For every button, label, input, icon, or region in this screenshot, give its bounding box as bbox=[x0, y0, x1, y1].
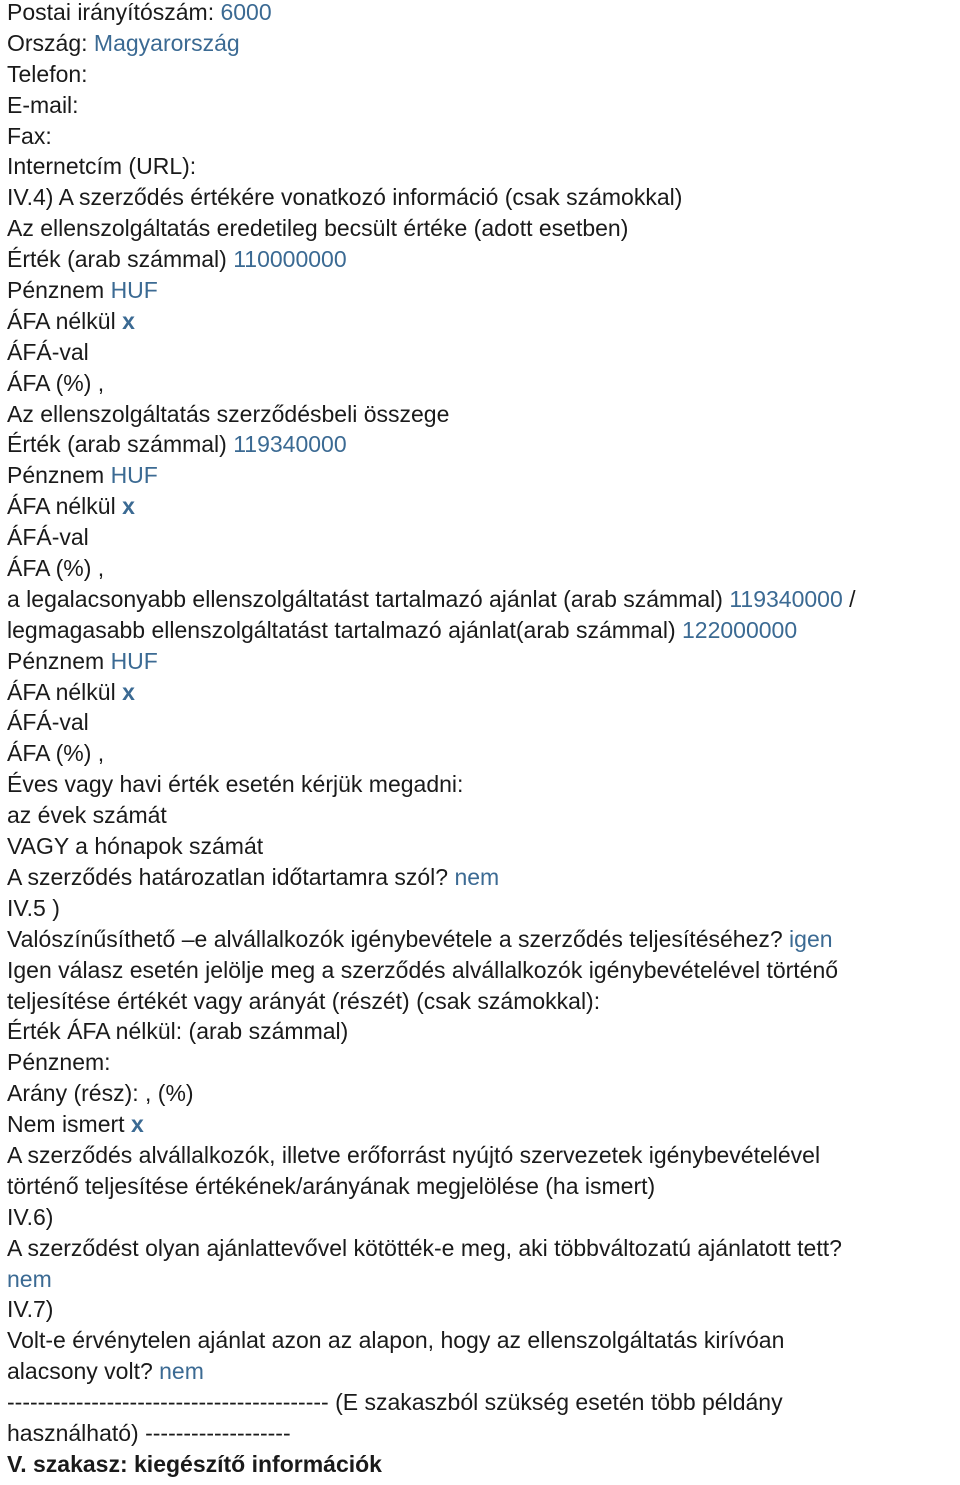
line-label: ÁFÁ-val bbox=[7, 338, 89, 365]
line-label: Az ellenszolgáltatás szerződésbeli összege bbox=[7, 400, 450, 427]
document-line bbox=[7, 862, 960, 893]
document-line bbox=[7, 615, 960, 646]
document-line bbox=[7, 1109, 960, 1140]
document-line bbox=[7, 90, 960, 121]
line-label: Igen válasz esetén jelölje meg a szerződés alvállalkozók igénybevételével történő bbox=[7, 956, 839, 983]
document-line bbox=[7, 429, 960, 460]
document-line bbox=[7, 213, 960, 244]
document-line bbox=[7, 553, 960, 584]
line-value: 119340000 bbox=[233, 431, 347, 458]
document-line bbox=[7, 306, 960, 337]
line-label: ÁFA nélkül bbox=[7, 307, 123, 334]
document-line bbox=[7, 769, 960, 800]
document-line bbox=[7, 151, 960, 182]
document-line bbox=[7, 646, 960, 677]
line-label: a legalacsonyabb ellenszolgáltatást tartalmazó ajánlat (arab számmal) bbox=[7, 585, 730, 612]
document-line bbox=[7, 244, 960, 275]
document-line bbox=[7, 1202, 960, 1233]
line-value: 6000 bbox=[220, 0, 272, 25]
document-line bbox=[7, 986, 960, 1017]
document-line bbox=[7, 893, 960, 924]
line-label: Internetcím (URL): bbox=[7, 153, 197, 180]
document-line bbox=[7, 924, 960, 955]
document-line bbox=[7, 707, 960, 738]
line-label: történő teljesítése értékének/arányának megjelölése (ha ismert) bbox=[7, 1172, 656, 1199]
document-line bbox=[7, 1016, 960, 1047]
line-label: Pénznem bbox=[7, 462, 111, 489]
line-label: Ország: bbox=[7, 29, 94, 56]
document-line bbox=[7, 800, 960, 831]
line-label: Pénznem: bbox=[7, 1049, 111, 1076]
document-line bbox=[7, 1325, 960, 1356]
line-label: A szerződést olyan ajánlattevővel kötötték-e meg, aki többváltozatú ajánlatott tett? bbox=[7, 1234, 842, 1261]
line-value: 119340000 bbox=[729, 585, 843, 612]
line-label: alacsony volt? bbox=[7, 1358, 160, 1385]
line-label: legmagasabb ellenszolgáltatást tartalmazó ajánlat(arab számmal) bbox=[7, 616, 683, 643]
line-label: Érték (arab számmal) bbox=[7, 246, 234, 273]
line-label: Valószínűsíthető –e alvállalkozók igénybevétele a szerződés teljesítéséhez? bbox=[7, 925, 790, 952]
line-label: Érték ÁFA nélkül: (arab számmal) bbox=[7, 1018, 349, 1045]
document-line bbox=[7, 1356, 960, 1387]
document-line bbox=[7, 368, 960, 399]
line-value: Magyarország bbox=[93, 29, 240, 56]
line-label: Az ellenszolgáltatás eredetileg becsült értéke (adott esetben) bbox=[7, 215, 629, 242]
document-line bbox=[7, 337, 960, 368]
document-line bbox=[7, 59, 960, 90]
line-label: Éves vagy havi érték esetén kérjük megadni: bbox=[7, 771, 464, 798]
line-label: ÁFA nélkül bbox=[7, 493, 123, 520]
document-line bbox=[7, 955, 960, 986]
line-label: VAGY a hónapok számát bbox=[7, 833, 264, 860]
document-line bbox=[7, 1387, 960, 1418]
line-label: az évek számát bbox=[7, 802, 167, 829]
line-label: ------------------------------------------ (E szakaszból szükség esetén több példány bbox=[7, 1389, 783, 1416]
line-label: teljesítése értékét vagy arányát (részét) (csak számokkal): bbox=[7, 987, 601, 1014]
document-line bbox=[7, 738, 960, 769]
line-value: HUF bbox=[110, 277, 158, 304]
line-label: V. szakasz: kiegészítő információk bbox=[7, 1450, 382, 1477]
line-label: ÁFA (%) , bbox=[7, 369, 105, 396]
document-line bbox=[7, 584, 960, 615]
document-line bbox=[7, 275, 960, 306]
line-label: Volt-e érvénytelen ajánlat azon az alapon, hogy az ellenszolgáltatás kirívóan bbox=[7, 1327, 785, 1354]
checkmark-x: x bbox=[122, 678, 135, 705]
line-label: használható) ------------------- bbox=[7, 1419, 291, 1446]
document-line bbox=[7, 1233, 960, 1264]
line-value: HUF bbox=[110, 647, 158, 674]
line-label: Pénznem bbox=[7, 647, 111, 674]
document-line bbox=[7, 399, 960, 430]
document-line bbox=[7, 1047, 960, 1078]
document-line bbox=[7, 121, 960, 152]
document-line bbox=[7, 1171, 960, 1202]
line-label: ÁFA (%) , bbox=[7, 555, 105, 582]
line-label: Érték (arab számmal) bbox=[7, 431, 234, 458]
document-line bbox=[7, 1078, 960, 1109]
document-line bbox=[7, 1418, 960, 1449]
line-label: Arány (rész): , (%) bbox=[7, 1080, 194, 1107]
line-value: 122000000 bbox=[682, 616, 798, 643]
line-label: Fax: bbox=[7, 122, 52, 149]
line-value: igen bbox=[789, 925, 833, 952]
line-label: A szerződés alvállalkozók, illetve erőforrást nyújtó szervezetek igénybevételével bbox=[7, 1141, 821, 1168]
line-label: IV.6) bbox=[7, 1203, 54, 1230]
line-label: ÁFA (%) , bbox=[7, 740, 105, 767]
document-line bbox=[7, 1264, 960, 1295]
line-label: A szerződés határozatlan időtartamra szól? bbox=[7, 863, 455, 890]
checkmark-x: x bbox=[130, 1111, 144, 1138]
document-line bbox=[7, 1140, 960, 1171]
line-value: 110000000 bbox=[233, 246, 347, 273]
line-suffix: / bbox=[842, 585, 856, 612]
document-line bbox=[7, 677, 960, 708]
document-line bbox=[7, 0, 960, 28]
checkmark-x: x bbox=[122, 307, 135, 334]
line-label: Pénznem bbox=[7, 277, 111, 304]
line-label: Nem ismert bbox=[7, 1111, 131, 1138]
document-line bbox=[7, 460, 960, 491]
line-label: Telefon: bbox=[7, 60, 88, 87]
line-label: IV.7) bbox=[7, 1296, 54, 1323]
line-label: ÁFÁ-val bbox=[7, 524, 89, 551]
document-line bbox=[7, 831, 960, 862]
document-line bbox=[7, 491, 960, 522]
checkmark-x: x bbox=[122, 493, 135, 520]
line-value: nem bbox=[7, 1265, 52, 1292]
line-label: ÁFÁ-val bbox=[7, 709, 89, 736]
section-heading bbox=[7, 1449, 960, 1480]
line-value: nem bbox=[159, 1358, 204, 1385]
line-value: nem bbox=[454, 863, 500, 890]
line-label: E-mail: bbox=[7, 91, 79, 118]
document-line bbox=[7, 182, 960, 213]
line-value: HUF bbox=[110, 462, 158, 489]
document-line bbox=[7, 1294, 960, 1325]
line-label: IV.4) A szerződés értékére vonatkozó információ (csak számokkal) bbox=[7, 184, 683, 211]
document-line bbox=[7, 28, 960, 59]
line-label: ÁFA nélkül bbox=[7, 678, 123, 705]
document-line bbox=[7, 522, 960, 553]
line-label: IV.5 ) bbox=[7, 894, 60, 921]
line-label: Postai irányítószám: bbox=[7, 0, 221, 25]
